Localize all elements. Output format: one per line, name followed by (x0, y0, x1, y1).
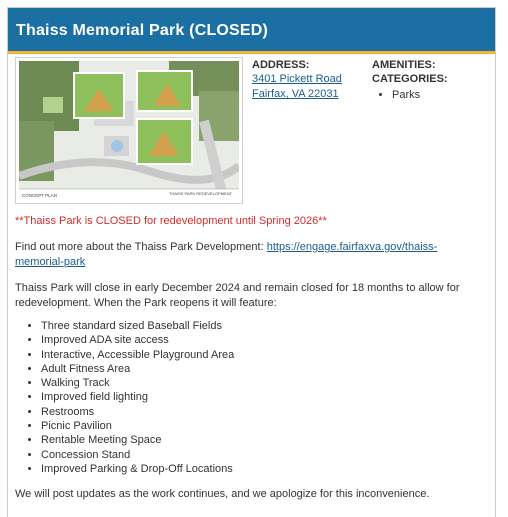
list-item: • Improved field lighting (41, 390, 234, 404)
park-header (8, 8, 495, 54)
features-list (20, 319, 234, 476)
address-label: ADDRESS: (252, 59, 310, 71)
list-item: • Walking Track (41, 376, 234, 390)
list-item: • Improved Parking & Drop-Off Locations (41, 462, 234, 476)
updates-note: We will post updates as the work continues, and we apologize for this inconvenience. (15, 488, 430, 500)
amenities-block (372, 58, 448, 103)
amenities-label: AMENITIES: (372, 59, 436, 71)
closed-notice: **Thaiss Park is CLOSED for redevelopment until Spring 2026** (15, 215, 327, 227)
address-link-line2[interactable]: Fairfax, VA 22031 (252, 88, 339, 100)
description-paragraph: Thaiss Park will close in early December 2024 and remain closed for 18 months to allow for redevelopment. When the Park reopens it will feature: (15, 282, 460, 309)
list-item: • Restrooms (41, 405, 234, 419)
find-out-more (15, 240, 485, 270)
map-caption-right: THAISS PARK REDEVELOPMENT (169, 191, 233, 196)
address-link-line1[interactable]: 3401 Pickett Road (252, 73, 342, 85)
category-item: • Parks (392, 88, 448, 103)
list-item: • Three standard sized Baseball Fields (41, 319, 234, 333)
find-out-text: Find out more about the Thaiss Park Development: (15, 241, 267, 253)
list-item: • Rentable Meeting Space (41, 433, 234, 447)
map-caption-left: CONCEPT PLAN (22, 193, 57, 198)
page-title: Thaiss Memorial Park (CLOSED) (16, 22, 269, 39)
list-item: • Picnic Pavilion (41, 419, 234, 433)
address-block (252, 58, 342, 102)
categories-list (372, 88, 448, 103)
concept-plan-map (19, 61, 239, 201)
list-item: • Concession Stand (41, 448, 234, 462)
list-item: • Adult Fitness Area (41, 362, 234, 376)
categories-label: CATEGORIES: (372, 73, 448, 85)
concept-plan-image[interactable] (15, 57, 243, 204)
list-item: • Improved ADA site access (41, 333, 234, 347)
list-item: • Interactive, Accessible Playground Area (41, 348, 234, 362)
development-link[interactable]: https://engage.fairfaxva.gov/thaiss-memorial-park (15, 241, 438, 268)
